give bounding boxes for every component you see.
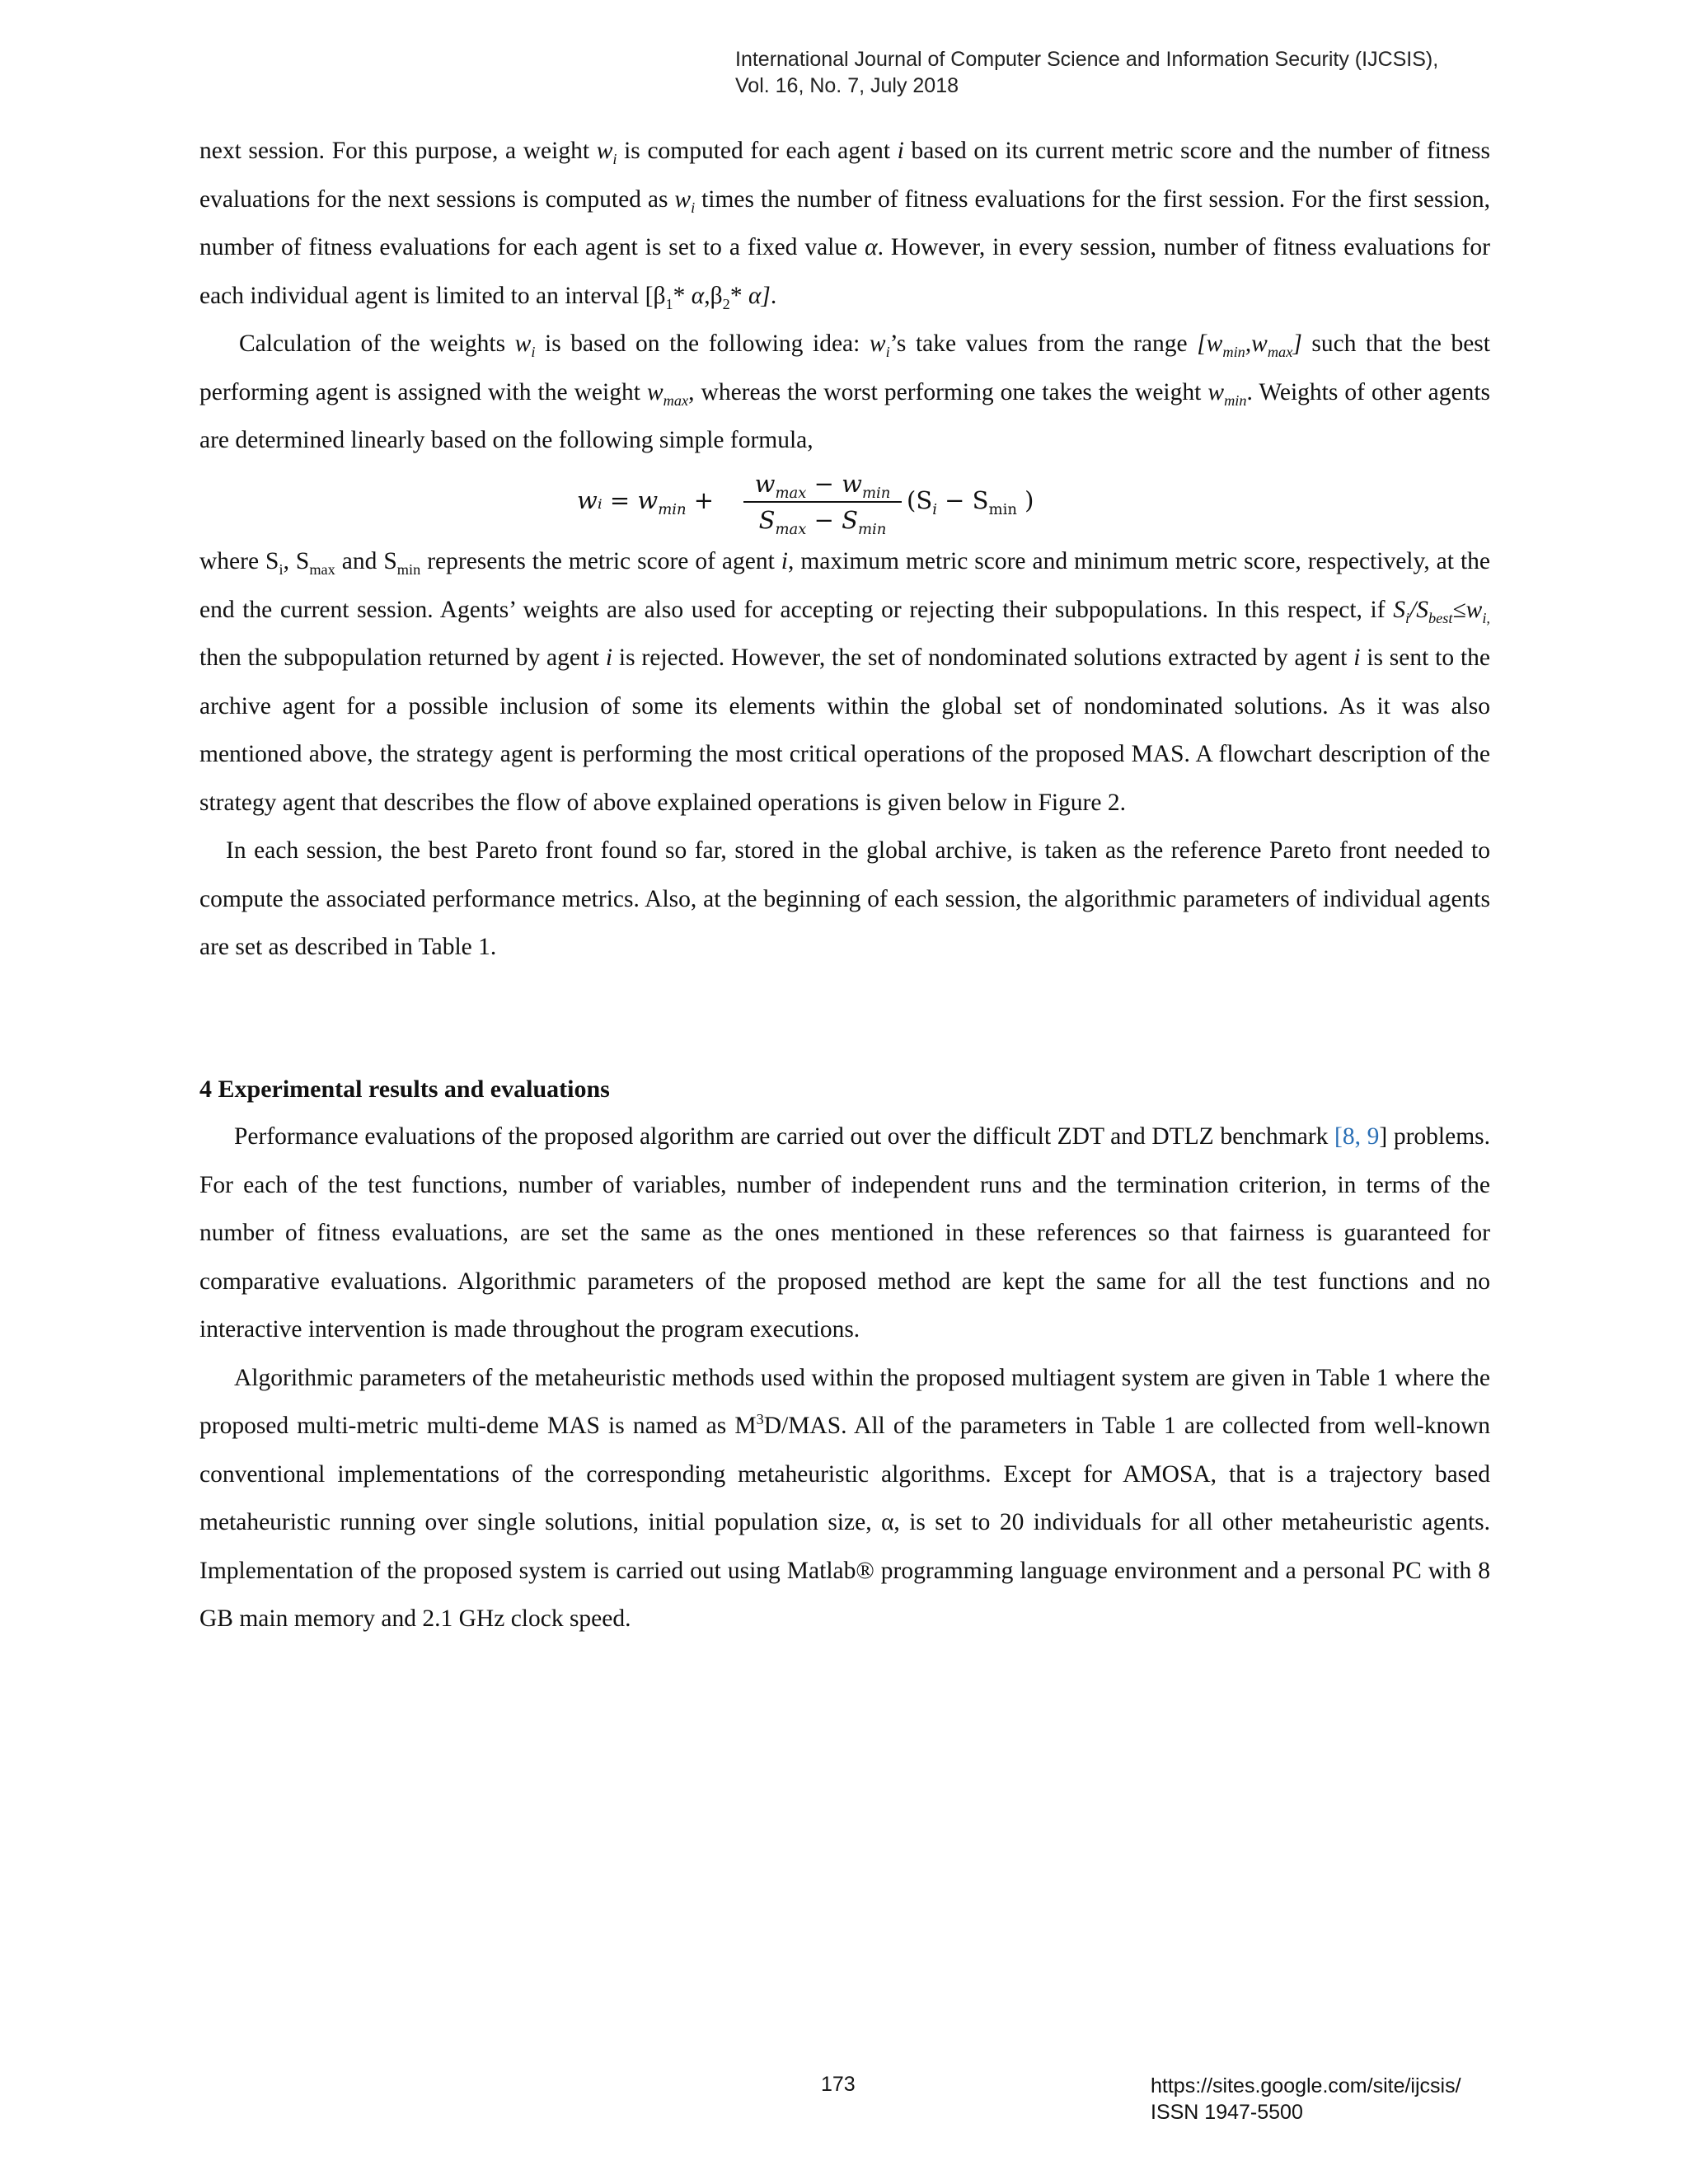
journal-title-line: International Journal of Computer Science and Information Security (IJCSIS),: [735, 48, 1439, 71]
footer-url: https://sites.google.com/site/ijcsis/: [1151, 2074, 1461, 2097]
formula-numerator: $w_{max} - w_{min}$: [754, 470, 891, 502]
formula-lhs: wᵢ = $w_{min}$ +: [577, 486, 715, 518]
journal-issue-line: Vol. 16, No. 7, July 2018: [735, 74, 959, 97]
body-block-middle: [199, 537, 1490, 972]
paragraph-algorithmic-parameters: Algorithmic parameters of the metaheuristic methods used within the proposed multiagent system are given in Table 1 where the proposed multi-metric multi-deme MAS is named as $M^3D$/MAS. All of the parameters in Table 1 are collected from well-known conventional implementations of the corresponding metaheuristic algorithms. Except for AMOSA, that is a trajectory based metaheuristic running over single solutions, initial population size, α, is set to 20 individuals for all other metaheuristic agents. Implementation of the proposed system is carried out using Matlab® programming language environment and a personal PC with 8 GB main memory and 2.1 GHz clock speed.: [199, 1364, 1490, 1632]
paragraph-performance-evaluations: Performance evaluations of the proposed algorithm are carried out over the difficult ZDT and DTLZ benchmark [8, 9] problems. For each of the test functions, number of variables, number of independent runs and the termination criterion, in terms of the number of fitness evaluations, are set the same as the ones mentioned in these references so that fairness is guaranteed for comparative evaluations. Algorithmic parameters of the proposed method are kept the same for all the test functions and no interactive intervention is made throughout the program executions.: [199, 1123, 1490, 1343]
citation-link[interactable]: [8, 9: [1334, 1123, 1380, 1150]
footer-info: [1151, 2073, 1461, 2125]
formula-fraction: [743, 468, 902, 536]
formula-denominator: $S_{max} - S_{min}$: [758, 506, 887, 538]
formula-rhs: ($S_i - S_{min}$ ): [907, 486, 1034, 518]
paragraph-weight-calculation: Calculation of the weights $w_i$ is based on the following idea: $w_i’s$ take values from the range $[w_{min},w_{max}]$ such that the best performing agent is assigned with the weight $w_{max}$, whereas the worst performing one takes the weight $w_{min}$. Weights of other agents are determined linearly based on the following simple formula,: [199, 330, 1491, 453]
section-heading: 4 Experimental results and evaluations: [199, 1076, 610, 1103]
paragraph-reference-front: In each session, the best Pareto front found so far, stored in the global archive, is taken as the reference Pareto front needed to compute the associated performance metrics. Also, at the beginning of each session, the algorithmic parameters of individual agents are set as described in Table 1.: [199, 837, 1490, 960]
body-block-lower: [199, 1113, 1490, 1643]
paragraph-weights-intro: next session. For this purpose, a weight $w_i$ is computed for each agent i based on its current metric score and the number of fitness evaluations for the next sessions is computed as $w_i$ times the number of fitness evaluations for the first session. For the first session, number of fitness evaluations for each agent is set to a fixed value α. However, in every session, number of fitness evaluations for each individual agent is limited to an interval [$\beta_1*$ $\alpha,\beta_2*$ α].: [199, 138, 1490, 312]
paragraph-score-definitions: where $S_i$, $S_{max}$ and $S_{min}$ represents the metric score of agent i, maximum metric score and minimum metric score, respectively, at the end the current session. Agents’ weights are also used for accepting or rejecting their subpopulations. In this respect, if $S_i/S_{best}\le w_{i,}$ then the subpopulation returned by agent i is rejected. However, the set of nondominated solutions extracted by agent i is sent to the archive agent for a possible inclusion of some its elements within the global set of nondominated solutions. As it was also mentioned above, the strategy agent is performing the most critical operations of the proposed MAS. A flowchart description of the strategy agent that describes the flow of above explained operations is given below in Figure 2.: [199, 548, 1491, 816]
body-block-upper: [199, 127, 1490, 465]
footer-issn: ISSN 1947-5500: [1151, 2101, 1303, 2124]
journal-header: [735, 46, 1438, 99]
page-number: 173: [821, 2073, 856, 2096]
weight-formula: [577, 468, 1154, 537]
